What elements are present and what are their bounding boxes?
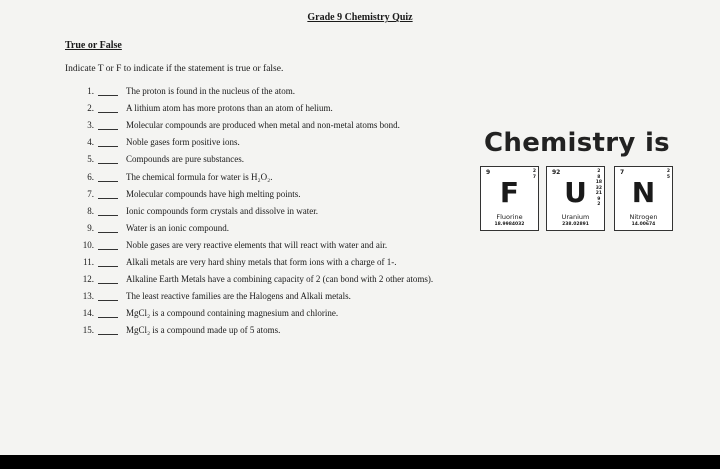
electron-shells: 2 5 [666,169,670,180]
question-text: Noble gases form positive ions. [126,137,240,148]
answer-blank[interactable] [98,146,118,147]
answer-blank[interactable] [98,232,118,233]
question-text: Molecular compounds are produced when metal and non-metal atoms bond. [126,120,400,131]
answer-blank[interactable] [98,181,118,182]
element-name: Nitrogen [629,213,658,221]
question-number: 10. [82,239,94,250]
atomic-number: 7 [620,169,625,176]
atomic-mass: 238.02891 [562,222,589,227]
instructions: Indicate T or F to indicate if the statement is true or false. [65,64,284,74]
question-text: Alkaline Earth Metals have a combining capacity of 2 (can bond with 2 other atoms). [126,274,434,285]
answer-blank[interactable] [98,317,118,318]
question-number: 5. [87,154,94,165]
question-number: 8. [87,205,94,216]
answer-blank[interactable] [98,95,118,96]
question-text: Compounds are pure substances. [126,154,244,165]
question-text: The chemical formula for water is H₂O₂. [126,171,273,182]
question-number: 3. [87,120,94,131]
question-number: 4. [87,137,94,148]
question-text: Water is an ionic compound. [126,222,229,233]
question-number: 6. [87,171,94,182]
electron-shells: 2 7 [532,169,536,180]
question-number: 11. [83,257,94,267]
element-symbol: N [631,176,656,209]
element-name: Fluorine [496,213,523,221]
answer-blank[interactable] [98,266,118,267]
element-tile-fluorine [480,166,539,231]
answer-blank[interactable] [98,112,118,113]
question-text: Molecular compounds have high melting points. [126,188,301,199]
question-text: A lithium atom has more protons than an atom of helium. [126,103,333,114]
element-symbol: F [499,176,520,209]
logo-heading: Chemistry is [484,128,670,158]
question-number: 9. [87,222,94,233]
question-text: Alkali metals are very hard shiny metals that form ions with a charge of 1-. [126,257,397,267]
page-title: Grade 9 Chemistry Quiz [307,12,413,23]
question-text: The least reactive families are the Halogens and Alkali metals. [126,291,351,302]
atomic-number: 9 [486,169,491,176]
electron-shells: 2 8 18 32 21 9 2 [595,169,602,207]
atomic-mass: 14.00674 [631,222,656,227]
question-number: 14. [82,308,94,319]
question-text: Noble gases are very reactive elements that will react with water and air. [126,239,388,250]
question-number: 7. [87,188,94,199]
atomic-mass: 18.9984032 [494,222,525,227]
answer-blank[interactable] [98,129,118,130]
answer-blank[interactable] [98,163,118,164]
question-number: 15. [82,325,94,336]
question-number: 1. [87,86,94,96]
answer-blank[interactable] [98,198,118,199]
answer-blank[interactable] [98,249,118,250]
atomic-number: 92 [552,169,561,176]
question-text: MgCl₂ is a compound made up of 5 atoms. [126,325,281,336]
question-text: Ionic compounds form crystals and dissolve in water. [126,205,318,216]
answer-blank[interactable] [98,283,118,284]
element-tile-nitrogen [614,166,673,231]
question-text: MgCl₂ is a compound containing magnesium and chlorine. [126,308,339,319]
answer-blank[interactable] [98,215,118,216]
answer-blank[interactable] [98,334,118,335]
question-number: 13. [82,291,94,302]
answer-blank[interactable] [98,300,118,301]
element-symbol: U [564,176,587,209]
question-number: 12. [82,274,94,285]
section-heading: True or False [65,40,122,51]
element-tile-uranium [546,166,605,231]
question-number: 2. [87,103,94,114]
question-text: The proton is found in the nucleus of the atom. [126,86,295,96]
element-name: Uranium [561,213,590,221]
